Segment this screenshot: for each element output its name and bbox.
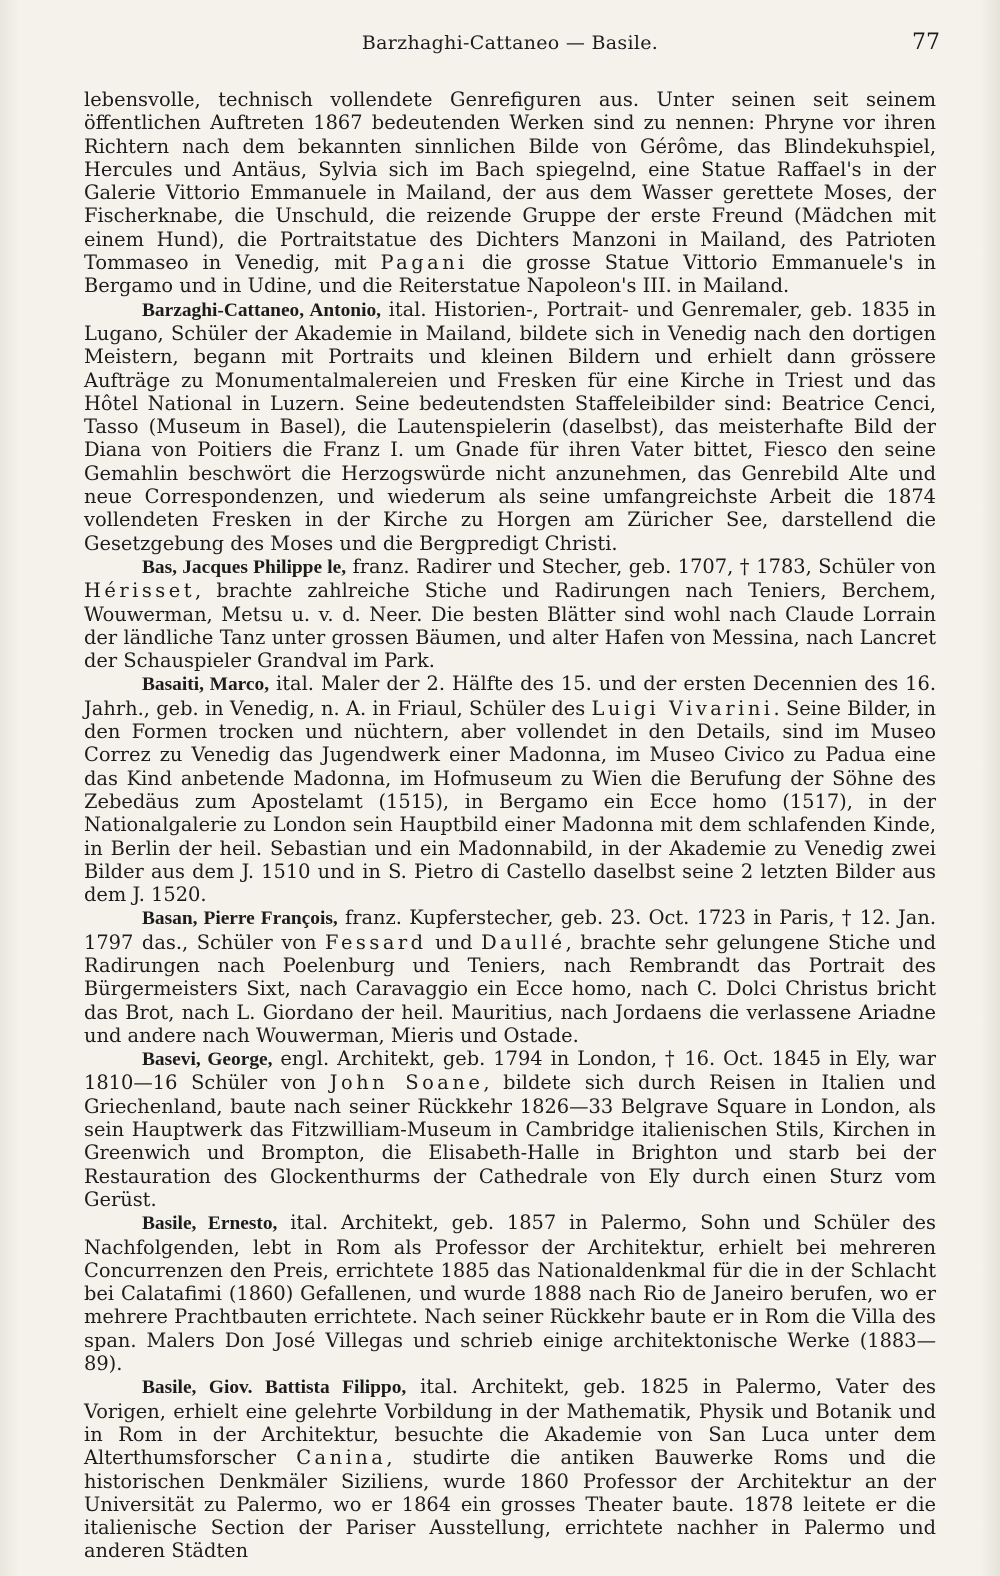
entry-headword: Basile, Ernesto,	[142, 1213, 278, 1235]
spaced-name: Luigi Vivarini	[591, 696, 774, 720]
entry-basile-giov-battista	[84, 1375, 936, 1562]
entry-headword: Barzaghi-Cattaneo, Antonio,	[142, 299, 381, 321]
entry-continuation	[84, 88, 936, 298]
entry-barzaghi-cattaneo	[84, 298, 936, 555]
entry-text: franz. Kupferstecher, geb. 23. Oct. 1723 in Paris, † 12. Jan. 1797 das., Schüler von	[84, 906, 936, 954]
entry-text: ital. Architekt, geb. 1825 in Palermo, Vater des Vorigen, erhielt eine gelehrte Vorbildung in der Mathematik, Physik und Botanik und in Rom in der Architektur, besuchte die Akademie von San Luca unter dem Alterthumsforscher	[84, 1375, 936, 1470]
running-head: Barzhaghi-Cattaneo — Basile.	[361, 32, 659, 54]
entry-basile-ernesto	[84, 1211, 936, 1375]
entry-text: engl. Architekt, geb. 1794 in London, † 16. Oct. 1845 in Ely, war 1810—16 Schüler von	[84, 1047, 936, 1095]
entry-basevi	[84, 1047, 936, 1211]
entry-headword: Basevi, George,	[142, 1049, 273, 1071]
page-header	[80, 30, 940, 60]
entry-headword: Basan, Pierre François,	[142, 908, 338, 930]
entry-basan	[84, 906, 936, 1047]
entry-text: lebensvolle, technisch vollendete Genrefiguren aus. Unter seinen seit seinem öffentlichen Auftreten 1867 bedeutenden Werken sind zu nennen: Phryne vor ihren Richtern nach dem bekannten sinnlichen Bilde von Gérôme, das Blindekuhspiel, Hercules und Antäus, Sylvia sich im Bach spiegelnd, eine Statue Raffael's in der Galerie Vittorio Emmanuele in Mailand, der aus dem Wasser gerettete Moses, der Fischerknabe, die Unschuld, die reizende Gruppe der erste Freund (Mädchen mit einem Hund), die Portraitstatue des Dichters Manzoni in Mailand, des Patrioten Tommaseo in Venedig, mit	[84, 88, 936, 275]
entry-bas	[84, 555, 936, 672]
body-text	[84, 88, 936, 1563]
spaced-name: Hérisset	[84, 579, 196, 603]
entry-basaiti	[84, 672, 936, 906]
entry-text: ital. Historien-, Portrait- und Genremaler, geb. 1835 in Lugano, Schüler der Akademie in Mailand, bildete sich in Venedig nach den dortigen Meistern, begann mit Portraits und kleinen Bildern und erhielt dann grössere Aufträge zu Monumentalmalereien und Fresken für eine Kirche in Triest und das Hôtel National in Luzern. Seine bedeutendsten Staffeleibilder sind: Beatrice Cenci, Tasso (Museum in Basel), die Lautenspielerin (daselbst), das meisterhafte Bild der Diana von Poitiers die Franz I. um Gnade für ihren Vater bittet, Fiesco den seine Gemahlin beschwört die Herzogswürde nicht anzunehmen, das Genrebild Alte und neue Correspondenzen, und wiederum als seine umfangreichste Arbeit die 1874 vollendeten Fresken in der Kirche zu Horgen am Züricher See, darstellend die Gesetzgebung des Moses und die Bergpredigt Christi.	[84, 297, 936, 555]
entry-headword: Bas, Jacques Philippe le,	[142, 556, 347, 578]
entry-text: . Seine Bilder, in den Formen trocken und nüchtern, aber vollendet in den Details, sind im Museo Correz zu Venedig das Jugendwerk einer Madonna, im Museo Civico zu Padua eine das Kind anbetende Madonna, im Hofmuseum zu Wien die Berufung der Söhne des Zebedäus zum Apostelamt (1515), in Bergamo ein Ecce homo (1517), in der Nationalgalerie zu London sein Hauptbild einer Madonna mit dem schlafenden Kinde, in Berlin der heil. Sebastian und ein Madonnabild, in der Akademie zu Venedig zwei Bilder aus dem J. 1510 und in S. Pietro di Castello daselbst seine 2 letzten Bilder aus dem J. 1520.	[84, 696, 936, 907]
spaced-name: Canina	[296, 1446, 387, 1470]
entry-text: , brachte sehr gelungene Stiche und Radirungen nach Poelenburg und Teniers, nach Rembrandt das Portrait des Bürgermeisters Sixt, nach Caravaggio ein Ecce homo, nach C. Dolci Christus bricht das Brot, nach L. Giordano der heil. Mauritius, nach Jordaens die verlassene Ariadne und andere nach Wouwerman, Mieris und Ostade.	[84, 930, 936, 1047]
entry-text: , brachte zahlreiche Stiche und Radirungen nach Teniers, Berchem, Wouwerman, Metsu u. v. d. Neer. Die besten Blätter sind wohl nach Claude Lorrain der ländliche Tanz unter grossen Bäumen, und alter Hafen von Messina, nach Lancret der Schauspieler Grandval im Park.	[84, 579, 936, 673]
spaced-name: John Soane	[329, 1071, 484, 1095]
page-number: 77	[912, 30, 940, 55]
entry-text: ital. Maler der 2. Hälfte des 15. und der ersten Decennien des 16. Jahrh., geb. in Venedig, n. A. in Friaul, Schüler des	[84, 672, 936, 720]
entry-text: , bildete sich durch Reisen in Italien und Griechenland, baute nach seiner Rückkehr 1826—33 Belgrave Square in London, als sein Hauptwerk das Fitzwilliam-Museum in Cambridge italienischen Stils, Kirchen in Greenwich und Brompton, die Elisabeth-Halle in Brighton und starb bei der Restauration des Glockenthurms der Cathedrale von Ely durch einen Sturz vom Gerüst.	[84, 1071, 937, 1211]
entry-headword: Basaiti, Marco,	[142, 674, 270, 696]
entry-text: franz. Radirer und Stecher, geb. 1707, † 1783, Schüler von	[346, 554, 936, 578]
entry-text: und	[426, 930, 482, 954]
entry-text: die grosse Statue Vittorio Emmanuele's in Bergamo und in Udine, und die Reiterstatue Napoleon's III. in Mailand.	[84, 251, 936, 298]
spaced-name: Fessard	[325, 930, 427, 954]
spaced-name: Pagani	[380, 251, 468, 275]
entry-text: ital. Architekt, geb. 1857 in Palermo, Sohn und Schüler des Nachfolgenden, lebt in Rom als Professor der Architektur, erhielt bei mehreren Concurrenzen den Preis, errichtete 1885 das Nationaldenkmal für die in der Schlacht bei Calatafimi (1860) Gefallenen, und wurde 1888 nach Rio de Janeiro berufen, wo er mehrere Prachtbauten errichtete. Nach seiner Rückkehr baute er in Rom die Villa des span. Malers Don José Villegas und schrieb einige architektonische Werke (1883—89).	[84, 1211, 936, 1376]
entry-headword: Basile, Giov. Battista Filippo,	[142, 1377, 407, 1399]
spaced-name: Daullé	[481, 930, 566, 954]
entry-text: , studirte die antiken Bauwerke Roms und die historischen Denkmäler Siziliens, wurde 1860 Professor der Architektur an der Universität zu Palermo, wo er 1864 ein grosses Theater baute. 1878 leitete er die italienische Section der Pariser Ausstellung, errichtete nachher in Palermo und anderen Städten	[84, 1446, 936, 1563]
